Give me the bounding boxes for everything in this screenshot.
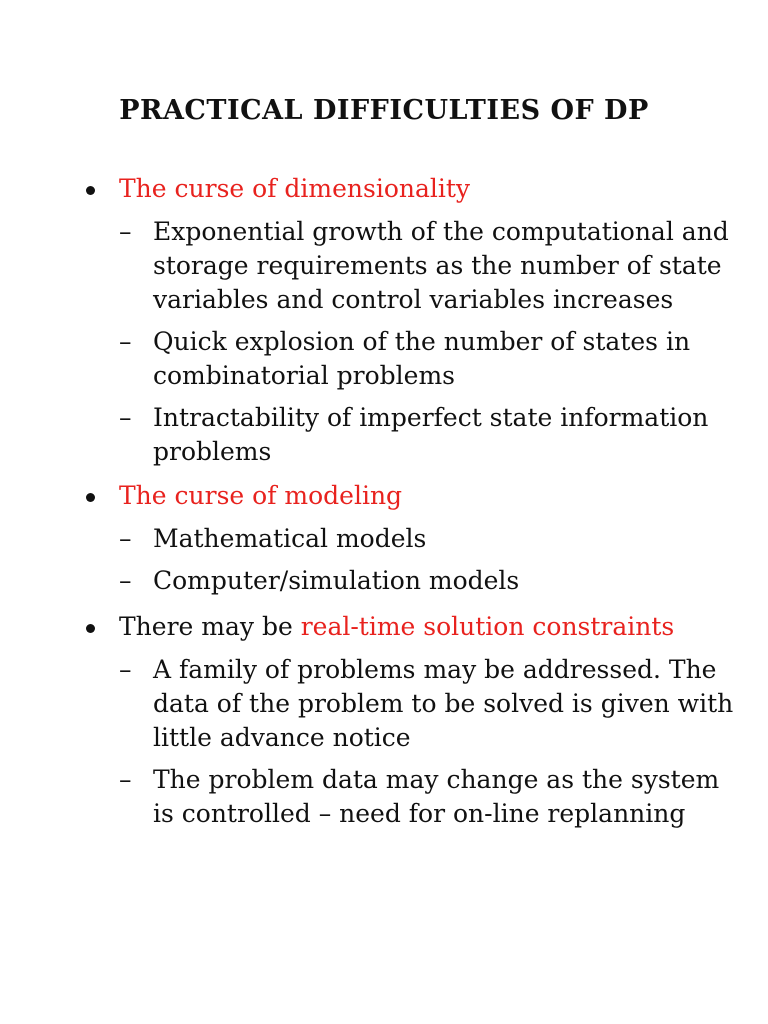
dash-icon: – bbox=[119, 566, 132, 595]
sub-item-line: data of the problem to be solved is given with bbox=[153, 689, 734, 718]
page-title: PRACTICAL DIFFICULTIES OF DP bbox=[119, 95, 649, 126]
bullet-heading bbox=[80, 478, 720, 514]
sub-item-line: The problem data may change as the system bbox=[153, 765, 720, 794]
bullet-heading bbox=[80, 171, 720, 207]
sub-item-text bbox=[153, 763, 720, 831]
bullet-dot-icon bbox=[86, 624, 95, 633]
sub-item-line: little advance notice bbox=[153, 723, 411, 752]
bullet-label bbox=[119, 609, 674, 645]
bullet-curse-of-modeling bbox=[80, 478, 720, 598]
sub-item-text bbox=[153, 401, 709, 469]
bullet-dot-icon bbox=[86, 186, 95, 195]
sub-item-line: Mathematical models bbox=[153, 524, 427, 553]
sub-item bbox=[80, 564, 720, 598]
bullet-real-time-constraints bbox=[80, 609, 734, 831]
sub-item-line: combinatorial problems bbox=[153, 361, 455, 390]
sub-item bbox=[80, 522, 720, 556]
bullet-label: The curse of modeling bbox=[119, 481, 403, 510]
dash-icon: – bbox=[119, 524, 132, 553]
sub-item-line: problems bbox=[153, 437, 272, 466]
sub-item bbox=[80, 401, 720, 469]
bullet-label: The curse of dimensionality bbox=[119, 174, 471, 203]
sub-item bbox=[80, 763, 720, 831]
sub-item-text bbox=[153, 522, 698, 556]
sub-item bbox=[80, 653, 734, 755]
sub-item-text bbox=[153, 325, 698, 393]
sub-item-text bbox=[153, 564, 698, 598]
bullet-label-highlight: real-time solution constraints bbox=[300, 612, 675, 641]
sub-item-text bbox=[153, 653, 734, 755]
dash-icon: – bbox=[119, 217, 132, 246]
sub-item-line: Exponential growth of the computational and bbox=[153, 217, 729, 246]
bullet-heading bbox=[80, 609, 720, 645]
sub-item-line: A family of problems may be addressed. The bbox=[153, 655, 717, 684]
sub-item bbox=[80, 325, 720, 393]
bullet-dot-icon bbox=[86, 493, 95, 502]
sub-item-line: Intractability of imperfect state information bbox=[153, 403, 709, 432]
dash-icon: – bbox=[119, 765, 132, 794]
dash-icon: – bbox=[119, 655, 132, 684]
sub-item-line: variables and control variables increases bbox=[153, 285, 674, 314]
bullet-curse-of-dimensionality bbox=[80, 171, 729, 469]
dash-icon: – bbox=[119, 327, 132, 356]
dash-icon: – bbox=[119, 403, 132, 432]
sub-item bbox=[80, 215, 729, 317]
sub-item-text bbox=[153, 215, 729, 317]
sub-item-line: storage requirements as the number of state bbox=[153, 251, 722, 280]
bullet-label-prefix: There may be bbox=[119, 612, 301, 641]
sub-item-line: Computer/simulation models bbox=[153, 566, 520, 595]
sub-item-line: Quick explosion of the number of states in bbox=[153, 327, 691, 356]
sub-item-line: is controlled – need for on-line replanning bbox=[153, 799, 686, 828]
